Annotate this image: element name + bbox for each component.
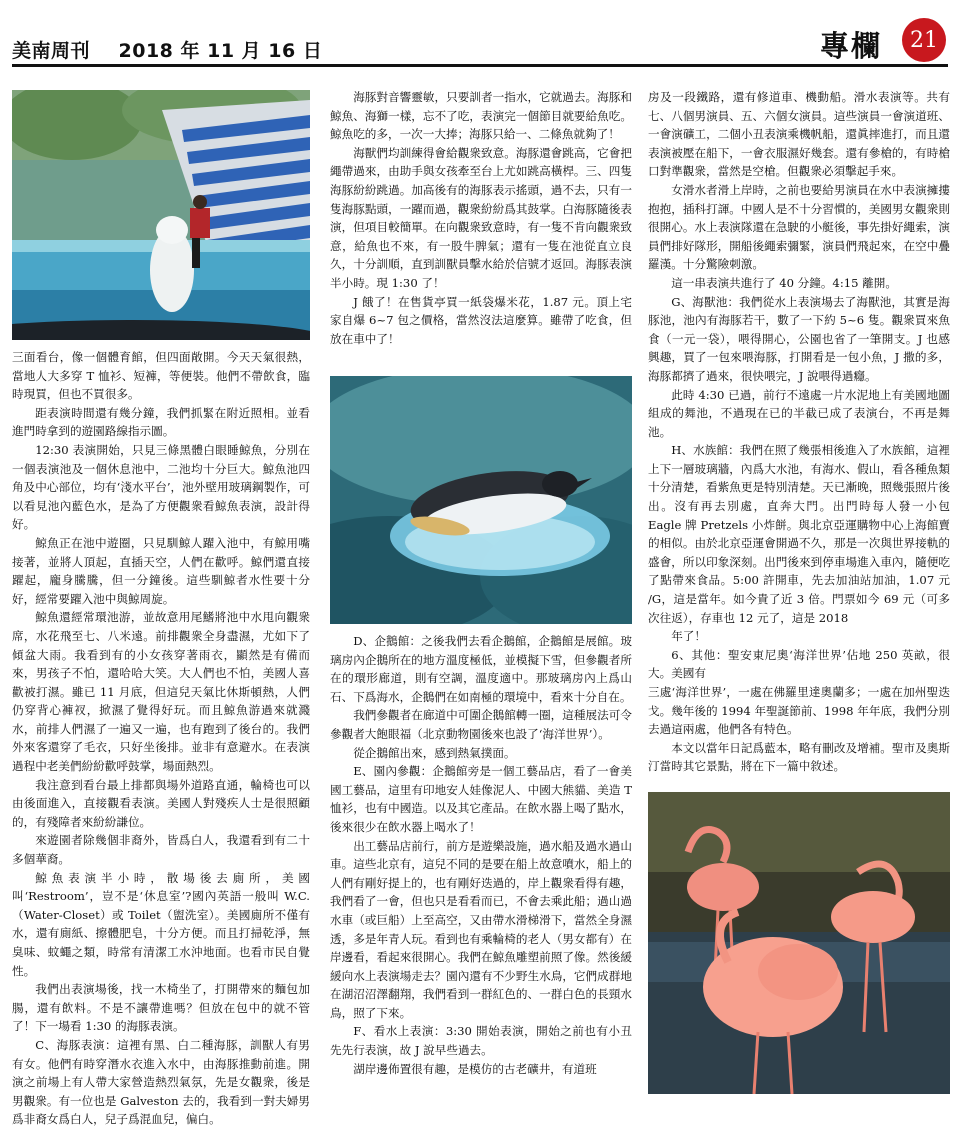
paragraph: 鯨魚還經常環池游，並故意用尾鰭將池中水甩向觀衆席，水花飛至七、八米遠。前排觀衆全身盡濕，尤如下了傾盆大雨。我看到有的小女孩穿著雨衣，顯然是有備而來，男孩子不怕，還哈哈大笑。大人們也不怕，美國人喜歡被打濕。雖已 11 月底，但這兒天氣比休斯頓熱，人們仍穿背心褲衩，掀濕了覺得好玩。而且鯨魚游過來就濺水，前排人們濕了一遍又一遍，也有跑到了後台的。我們外來客還穿了毛衣，只好坐後排。並非有意避水。在表演過程中老美們紛紛歡呼鼓掌，場面熱烈。	[12, 610, 310, 774]
paragraph: H、水族館：我們在照了幾張相後進入了水族館，這裡上下一層玻璃牆，內爲大水池，有海水、假山，看各種魚類十分清楚，看紫魚更是特別清楚。天已漸晚，照幾張照片後出。沒有再去別處，直奔大門。出門時每人發一小包 Eagle 牌 Pretzels 小炸餅。與北京亞運購物中心上海館賣的相似。由於北京亞運會開過不久，那是一次與世界接軌的盛會，所以印象深刻。出門後來到停車場進入車內，隨便吃了點帶來食品。5:00 許開車，先去加油站加油，1.07 元 /G，這是當年。如今貴了近 3 倍。門票如今 69 元（可多次往返），存車也 12 元了，這是 2018	[648, 443, 950, 625]
paragraph: 三面看台，像一個體育館，但四面敞開。今天天氣很熱，當地人大多穿 T 恤衫、短褲，等便裝。他們不帶飲食，臨時現買，但也不買很多。	[12, 350, 310, 402]
paragraph: G、海獸池：我們從水上表演場去了海獸池，其實是海豚池，池內有海豚若干，數了一下約 5~6 隻。觀衆買來魚食（一元一袋），喂得開心，公園也省了一筆開支。J 也感興趣，買了一包來喂海豚，打開看是一包小魚，J 撒的多，海豚都擠了過來，很快喂完，J 說喂得過癮。	[648, 294, 950, 383]
paragraph: 我們出表演場後，找一木椅坐了，打開帶來的麵包加腸，還有飲料。不是不讓帶進嗎？但放在包中的就不管了！下一場看 1:30 的海豚表演。	[12, 982, 310, 1034]
article-column-2-bottom	[330, 632, 632, 1078]
paragraph: 鯨魚正在池中遊圈，只見馴鯨人躍入池中，有鯨用嘴接著，並將人頂起，直插天空，人們在歡呼。鯨們還直接躍起，龐身騰騰，但一分鐘後。這些馴鯨者水性要十分好，經常要躍入池中與鯨周旋。	[12, 535, 310, 606]
header-rule	[12, 64, 948, 67]
paragraph: 12:30 表演開始，只見三條黑體白眼睡鯨魚，分別在一個表演池及一個休息池中，二池均十分巨大。鯨魚池四角及中心部位，均有‘淺水平台’，池外壁用玻璃鋼製作，可以看見池內藍色水，是為了方便觀衆看鯨魚表演，設計得好。	[12, 442, 310, 532]
paragraph: 從企鵝館出來，感到熱氣撲面。	[353, 745, 516, 760]
paragraph: 海豚對音響靈敏，只要訓者一指水，它就過去。海豚和鯨魚、海獅一樣，忘不了吃，表演完一個節目就要給魚吃。鯨魚吃的多，一次一大捧；海豚只給一、二條魚就夠了！	[330, 90, 632, 142]
beluga-show-photo	[12, 90, 310, 340]
publication-name: 美南周刊	[12, 40, 91, 62]
paragraph: 出工藝品店前行，前方是遊樂設施，過水船及過水過山車。這些北京有，這兒不同的是要在船上故意噴水，船上的人們有剛好提上的，也有剛好迭過的，岸上觀衆看得有趣，我們看了一會，但也只是看看而已，不會去乘此船；過山過水車（或巨船）上至高空，又由帶水滑梯滑下，當然全身濕透，多是年青人玩。看到也有乘輪椅的老人（男女都有）在岸邊看，看起來很開心。我們在鯨魚雕塑前照了像。然後緩緩向水上表演場走去？園內還有不少野生水鳥，它們成群地在湖沼沼澤翻翔，我們看到一群紅色的、一群白色的長頸水鳥，照了下來。	[330, 838, 632, 1020]
paragraph: F、看水上表演：3:30 開始表演，開始之前也有小丑先先行表演，故 J 說早些過去。	[330, 1024, 632, 1058]
paragraph: 距表演時間還有幾分鐘，我們抓緊在附近照相。並看進門時拿到的遊園路線指示圖。	[12, 405, 310, 439]
flamingos-photo	[648, 792, 950, 1094]
paragraph: 三處‘海洋世界’，一處在佛羅里達奧蘭多；一處在加州聖迭戈。幾年後的 1994 年聖誕節前、1998 年年底，我們分別去過這兩處，他們各有特色。	[648, 685, 950, 737]
article-column-3	[648, 88, 950, 776]
page-header	[0, 0, 960, 70]
paragraph: 這一串表演共進行了 40 分鐘。4:15 離開。	[671, 275, 897, 290]
paragraph: 6、其他：聖安東尼奧‘海洋世界’佔地 250 英畝，很大。美國有	[648, 647, 950, 681]
page-number-badge: 21	[902, 18, 946, 62]
paragraph: C、海豚表演：這裡有黑、白二種海豚，訓獸人有男有女。他們有時穿潛水衣進入水中，由海豚推動前進。開演之前場上有人帶大家營造熱烈氣氛，先是女觀衆，後是男觀衆。有一位也是 Galveston 去的，我看到一對夫婦男爲非裔女爲白人，兒子爲混血兒，偏白。	[12, 1037, 310, 1127]
section-title: 專欄	[819, 29, 882, 63]
penguin-swimming-photo	[330, 376, 632, 624]
paragraph: J 餓了！在售貨亭買一紙袋爆米花，1.87 元。頂上宅家自爆 6~7 包之價格，當然沒法這麼算。雖帶了吃食，但放在車中了！	[330, 294, 632, 346]
paragraph: 海獸們均訓練得會給觀衆致意。海豚還會跳高，它會把繩帶過來，由助手與女孩牽至台上尤如跳高橫桿。三、四隻海豚紛紛跳過。加高後有的海豚表示搖頭，過不去，只有一隻海豚點頭，一躍而過，觀衆紛紛爲其鼓掌。白海豚隨後表演，但項目較簡單。在向觀衆致意時，有一隻不肯向觀衆致意，給魚也不來，有一股牛脾氣；還有一隻在池從直立良久，十分訓順，直到訓獸員擊水給於信號才返回。海豚表演半小時。現 1:30 了！	[330, 145, 632, 290]
paragraph: 房及一段鐵路，還有修道車、機動船。滑水表演等。共有七、八個男演員、五、六個女演員。這些演員一會演道班、一會演礦工，二個小丑表演乘機帆船，還眞摔進打，而且還表演被壓在船下，一會衣服濕好幾套。還有參槍的，有時槍口對準觀衆，當然是空槍。但觀衆必須擊起手來。	[648, 90, 950, 179]
paragraph: 鯨魚表演半小時，散場後去廁所，美國叫‘Restroom’，豈不是‘休息室’?國內英語一般叫 W.C.（Water-Closet）或 Toilet（盥洗室）。美國廁所不僅有水，還有廁紙、擦體肥皂，十分方便。而且打掃乾淨，無臭味、蚊蠅之類，時常有清潔工水沖地面。也看市民自覺性。	[12, 870, 310, 978]
masthead	[12, 36, 322, 63]
paragraph: 年了！	[671, 629, 706, 644]
paragraph: 此時 4:30 已過，前行不遠處一片水泥地上有美國地圖組成的舞池，不過現在已的半截已成了表演台，不再是舞池。	[648, 387, 950, 439]
paragraph: 本文以當年日記爲藍本，略有刪改及增補。聖市及奧斯汀當時其它景點，將在下一篇中敘述。	[648, 740, 950, 774]
paragraph: 來遊園者除幾個非裔外，皆爲白人，我還看到有二十多個華裔。	[12, 833, 310, 867]
paragraph: 我注意到看台最上排都與場外道路直通，輪椅也可以由後面進入，直接觀看表演。美國人對殘疾人士是很照顧的，有殘障者來紛紛謙位。	[12, 777, 310, 829]
article-column-2-top	[330, 88, 632, 348]
paragraph: E、園內參觀：企鵝館旁是一個工藝品店，看了一會美國工藝品，這里有印地安人娃像泥人、中國大熊貓、美造 T 恤衫，也有中國造。以及其它產品。在飲水器上喝了點水，後來很少在飲水器上喝水了！	[330, 764, 632, 834]
article-column-1	[12, 348, 310, 1129]
paragraph: 湖岸邊佈置很有趣，是模仿的古老礦井，有道班	[353, 1061, 597, 1076]
issue-date: 2018 年 11 月 16 日	[118, 40, 323, 62]
paragraph: 女滑水者滑上岸時，之前也要給男演員在水中表演擁摟抱抱，插科打諢。中國人是不十分習慣的，美國男女觀衆則很開心。水上表演隊還在急駛的小艇後，事先掛好繩索，演員們排好隊形，開船後繩索彌緊，演員們飛起來，在空中疊羅漢。十分驚險刺激。	[648, 182, 950, 272]
paragraph: D、企鵝館：之後我們去看企鵝館，企鵝館是展館。玻璃房內企鵝所在的地方溫度極低，並模擬下雪，但參觀者所在的環形廊道，則有空調，溫度適中。那玻璃房內上爲山石、下爲海水，企鵝們在如南極的環境中，看來十分自在。	[330, 634, 632, 704]
paragraph: 我們參觀者在廊道中可圍企鵝館轉一圈，這種展法可令參觀者大飽眼福（北京動物園後來也設了‘海洋世界’）。	[330, 708, 632, 741]
